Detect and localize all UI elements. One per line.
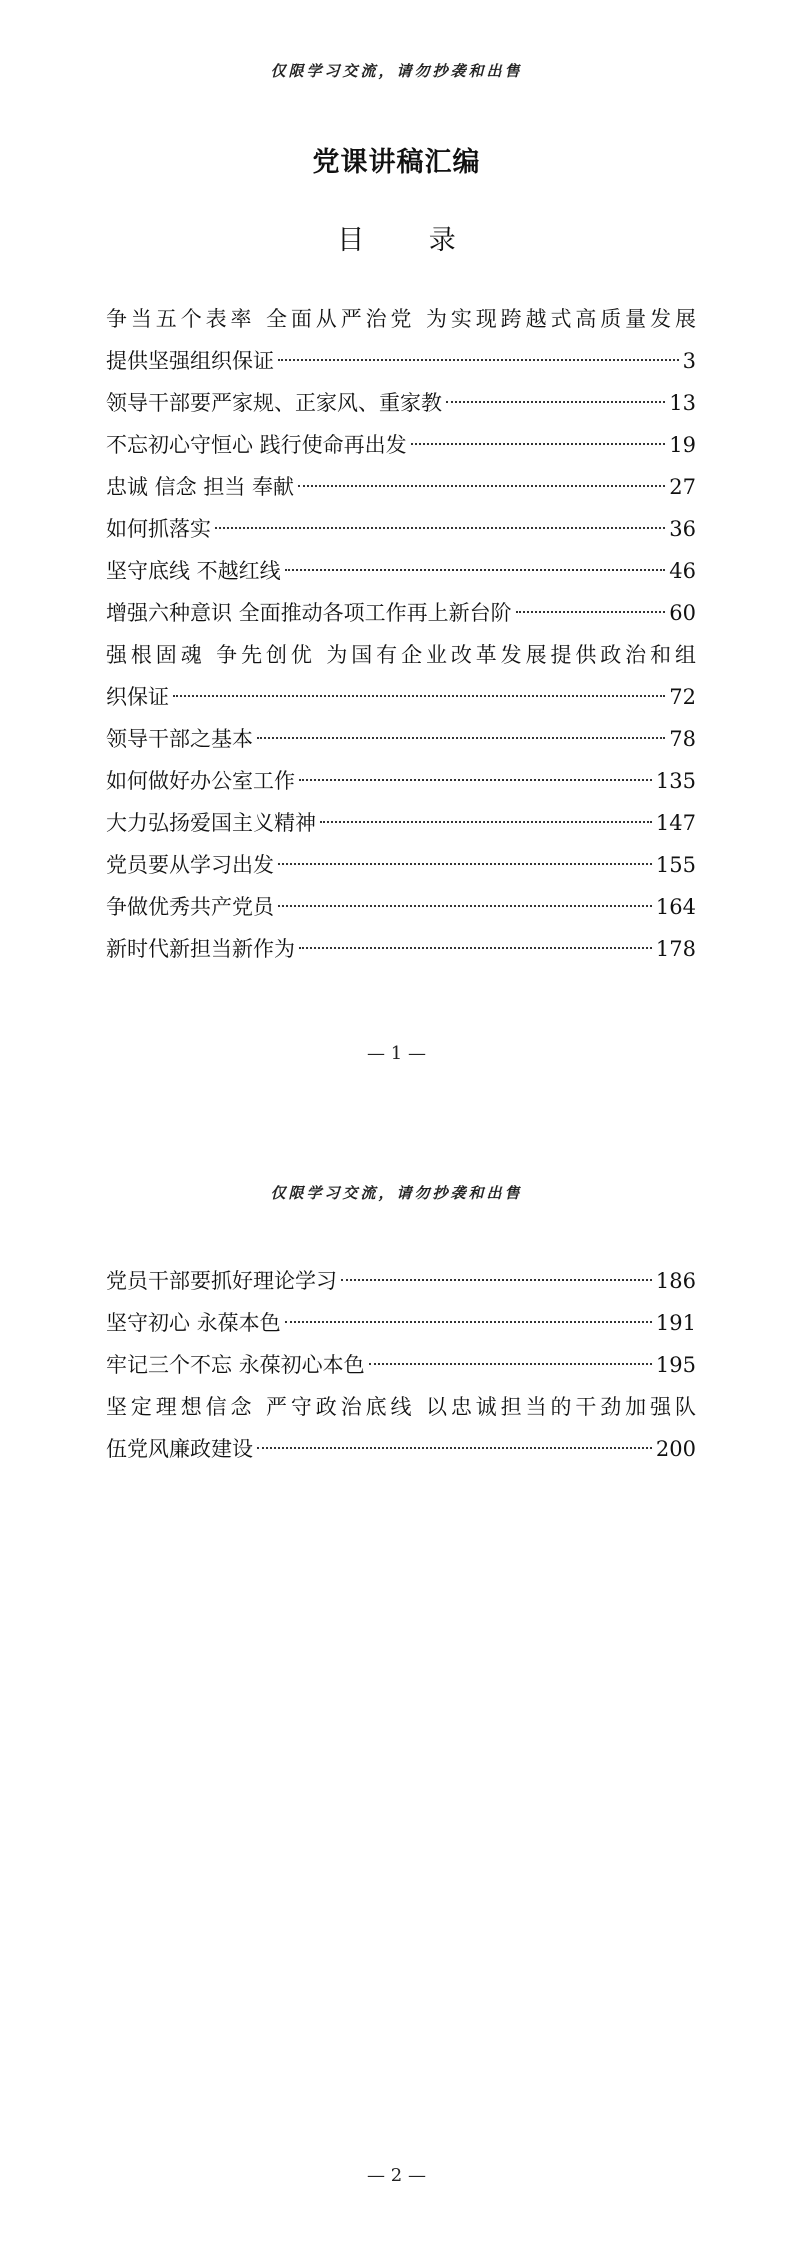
page-number-footer: — 1 — (367, 1043, 426, 1064)
toc-entry-row (106, 760, 696, 802)
toc-entry[interactable] (106, 1386, 696, 1470)
toc-dot-leader (215, 527, 665, 529)
toc-dot-leader (516, 611, 666, 613)
page-number-footer: — 2 — (367, 2165, 426, 2186)
toc-entry-title: 织保证 (106, 685, 169, 709)
toc-entry-title: 坚守底线 不越红线 (106, 559, 281, 583)
toc-entry-title: 不忘初心守恒心 践行使命再出发 (106, 433, 407, 457)
toc-page-number: 195 (655, 1353, 696, 1377)
toc-page-number: 135 (655, 769, 696, 793)
toc-entry-title: 领导干部要严家规、正家风、重家教 (106, 391, 442, 415)
toc-entry[interactable] (106, 928, 696, 970)
toc-entry-row (106, 1344, 696, 1386)
toc-page-number: 186 (655, 1269, 696, 1293)
toc-page-number: 72 (669, 685, 696, 709)
toc-page-number: 19 (669, 433, 696, 457)
toc-dot-leader (299, 947, 652, 949)
table-of-contents (106, 298, 696, 970)
toc-entry-title: 党员要从学习出发 (106, 853, 274, 877)
toc-entry-title: 争做优秀共产党员 (106, 895, 274, 919)
toc-entry[interactable] (106, 802, 696, 844)
toc-dot-leader (411, 443, 666, 445)
toc-entry-row (106, 844, 696, 886)
toc-entry-row (106, 508, 696, 550)
toc-page-number: 13 (669, 391, 696, 415)
toc-entry-title: 牢记三个不忘 永葆初心本色 (106, 1353, 365, 1377)
toc-entry-row (106, 886, 696, 928)
toc-entry-title: 坚守初心 永葆本色 (106, 1311, 281, 1335)
toc-entry-row (106, 550, 696, 592)
document-title: 党课讲稿汇编 (312, 147, 481, 178)
toc-dot-leader (341, 1279, 652, 1281)
toc-entry[interactable] (106, 1344, 696, 1386)
toc-entry-row (106, 718, 696, 760)
toc-entry-title: 伍党风廉政建设 (106, 1437, 253, 1461)
toc-page-number: 27 (669, 475, 696, 499)
table-of-contents (106, 1260, 696, 1470)
toc-dot-leader (298, 485, 665, 487)
toc-entry-title: 如何抓落实 (106, 517, 211, 541)
toc-dot-leader (320, 821, 652, 823)
toc-page-number: 155 (655, 853, 696, 877)
toc-page-number: 36 (669, 517, 696, 541)
toc-entry-title: 党员干部要抓好理论学习 (106, 1269, 337, 1293)
toc-entry-row (106, 340, 696, 382)
toc-entry[interactable] (106, 886, 696, 928)
toc-entry[interactable] (106, 844, 696, 886)
toc-entry[interactable] (106, 298, 696, 382)
toc-entry-title-line1: 争当五个表率 全面从严治党 为实现跨越式高质量发展 (106, 307, 696, 331)
toc-page-number: 164 (655, 895, 696, 919)
toc-entry-title: 新时代新担当新作为 (106, 937, 295, 961)
toc-dot-leader (278, 359, 679, 361)
header-note: 仅限学习交流，请勿抄袭和出售 (270, 1184, 523, 1202)
toc-page-number: 178 (655, 937, 696, 961)
toc-entry[interactable] (106, 718, 696, 760)
toc-entry-row (106, 424, 696, 466)
toc-entry[interactable] (106, 1302, 696, 1344)
toc-entry[interactable] (106, 550, 696, 592)
toc-entry-title: 大力弘扬爱国主义精神 (106, 811, 316, 835)
toc-entry-row (106, 802, 696, 844)
toc-entry-title: 提供坚强组织保证 (106, 349, 274, 373)
toc-page-number: 60 (669, 601, 696, 625)
toc-entry-row (106, 1428, 696, 1470)
toc-entry[interactable] (106, 634, 696, 718)
toc-entry[interactable] (106, 508, 696, 550)
toc-entry[interactable] (106, 382, 696, 424)
toc-page-number: 78 (669, 727, 696, 751)
toc-dot-leader (369, 1363, 652, 1365)
toc-entry-row (106, 466, 696, 508)
toc-entry[interactable] (106, 1260, 696, 1302)
toc-page-number: 191 (655, 1311, 696, 1335)
toc-dot-leader (446, 401, 665, 403)
toc-entry[interactable] (106, 466, 696, 508)
toc-page-number: 3 (682, 349, 696, 373)
toc-entry[interactable] (106, 424, 696, 466)
toc-entry-row (106, 1302, 696, 1344)
toc-entry-title: 如何做好办公室工作 (106, 769, 295, 793)
toc-dot-leader (257, 1447, 652, 1449)
toc-entry-row (106, 1260, 696, 1302)
toc-entry-row (106, 382, 696, 424)
toc-entry-row (106, 592, 696, 634)
toc-entry-title-line1: 强根固魂 争先创优 为国有企业改革发展提供政治和组 (106, 643, 696, 667)
toc-entry-title: 忠诚 信念 担当 奉献 (106, 475, 295, 499)
toc-dot-leader (299, 779, 652, 781)
document-page-2 (0, 1122, 793, 2244)
toc-dot-leader (285, 1321, 652, 1323)
toc-dot-leader (173, 695, 665, 697)
toc-entry[interactable] (106, 760, 696, 802)
toc-page-number: 46 (669, 559, 696, 583)
toc-dot-leader (278, 863, 652, 865)
toc-entry-title-line1: 坚定理想信念 严守政治底线 以忠诚担当的干劲加强队 (106, 1395, 696, 1419)
toc-page-number: 200 (655, 1437, 696, 1461)
toc-entry-title: 增强六种意识 全面推动各项工作再上新台阶 (106, 601, 512, 625)
toc-page-number: 147 (655, 811, 696, 835)
toc-entry-row (106, 676, 696, 718)
toc-dot-leader (285, 569, 666, 571)
toc-dot-leader (257, 737, 665, 739)
toc-entry-title: 领导干部之基本 (106, 727, 253, 751)
toc-entry[interactable] (106, 592, 696, 634)
toc-dot-leader (278, 905, 652, 907)
toc-entry-row (106, 928, 696, 970)
toc-heading: 目 录 (337, 225, 484, 256)
header-note: 仅限学习交流，请勿抄袭和出售 (270, 62, 523, 80)
